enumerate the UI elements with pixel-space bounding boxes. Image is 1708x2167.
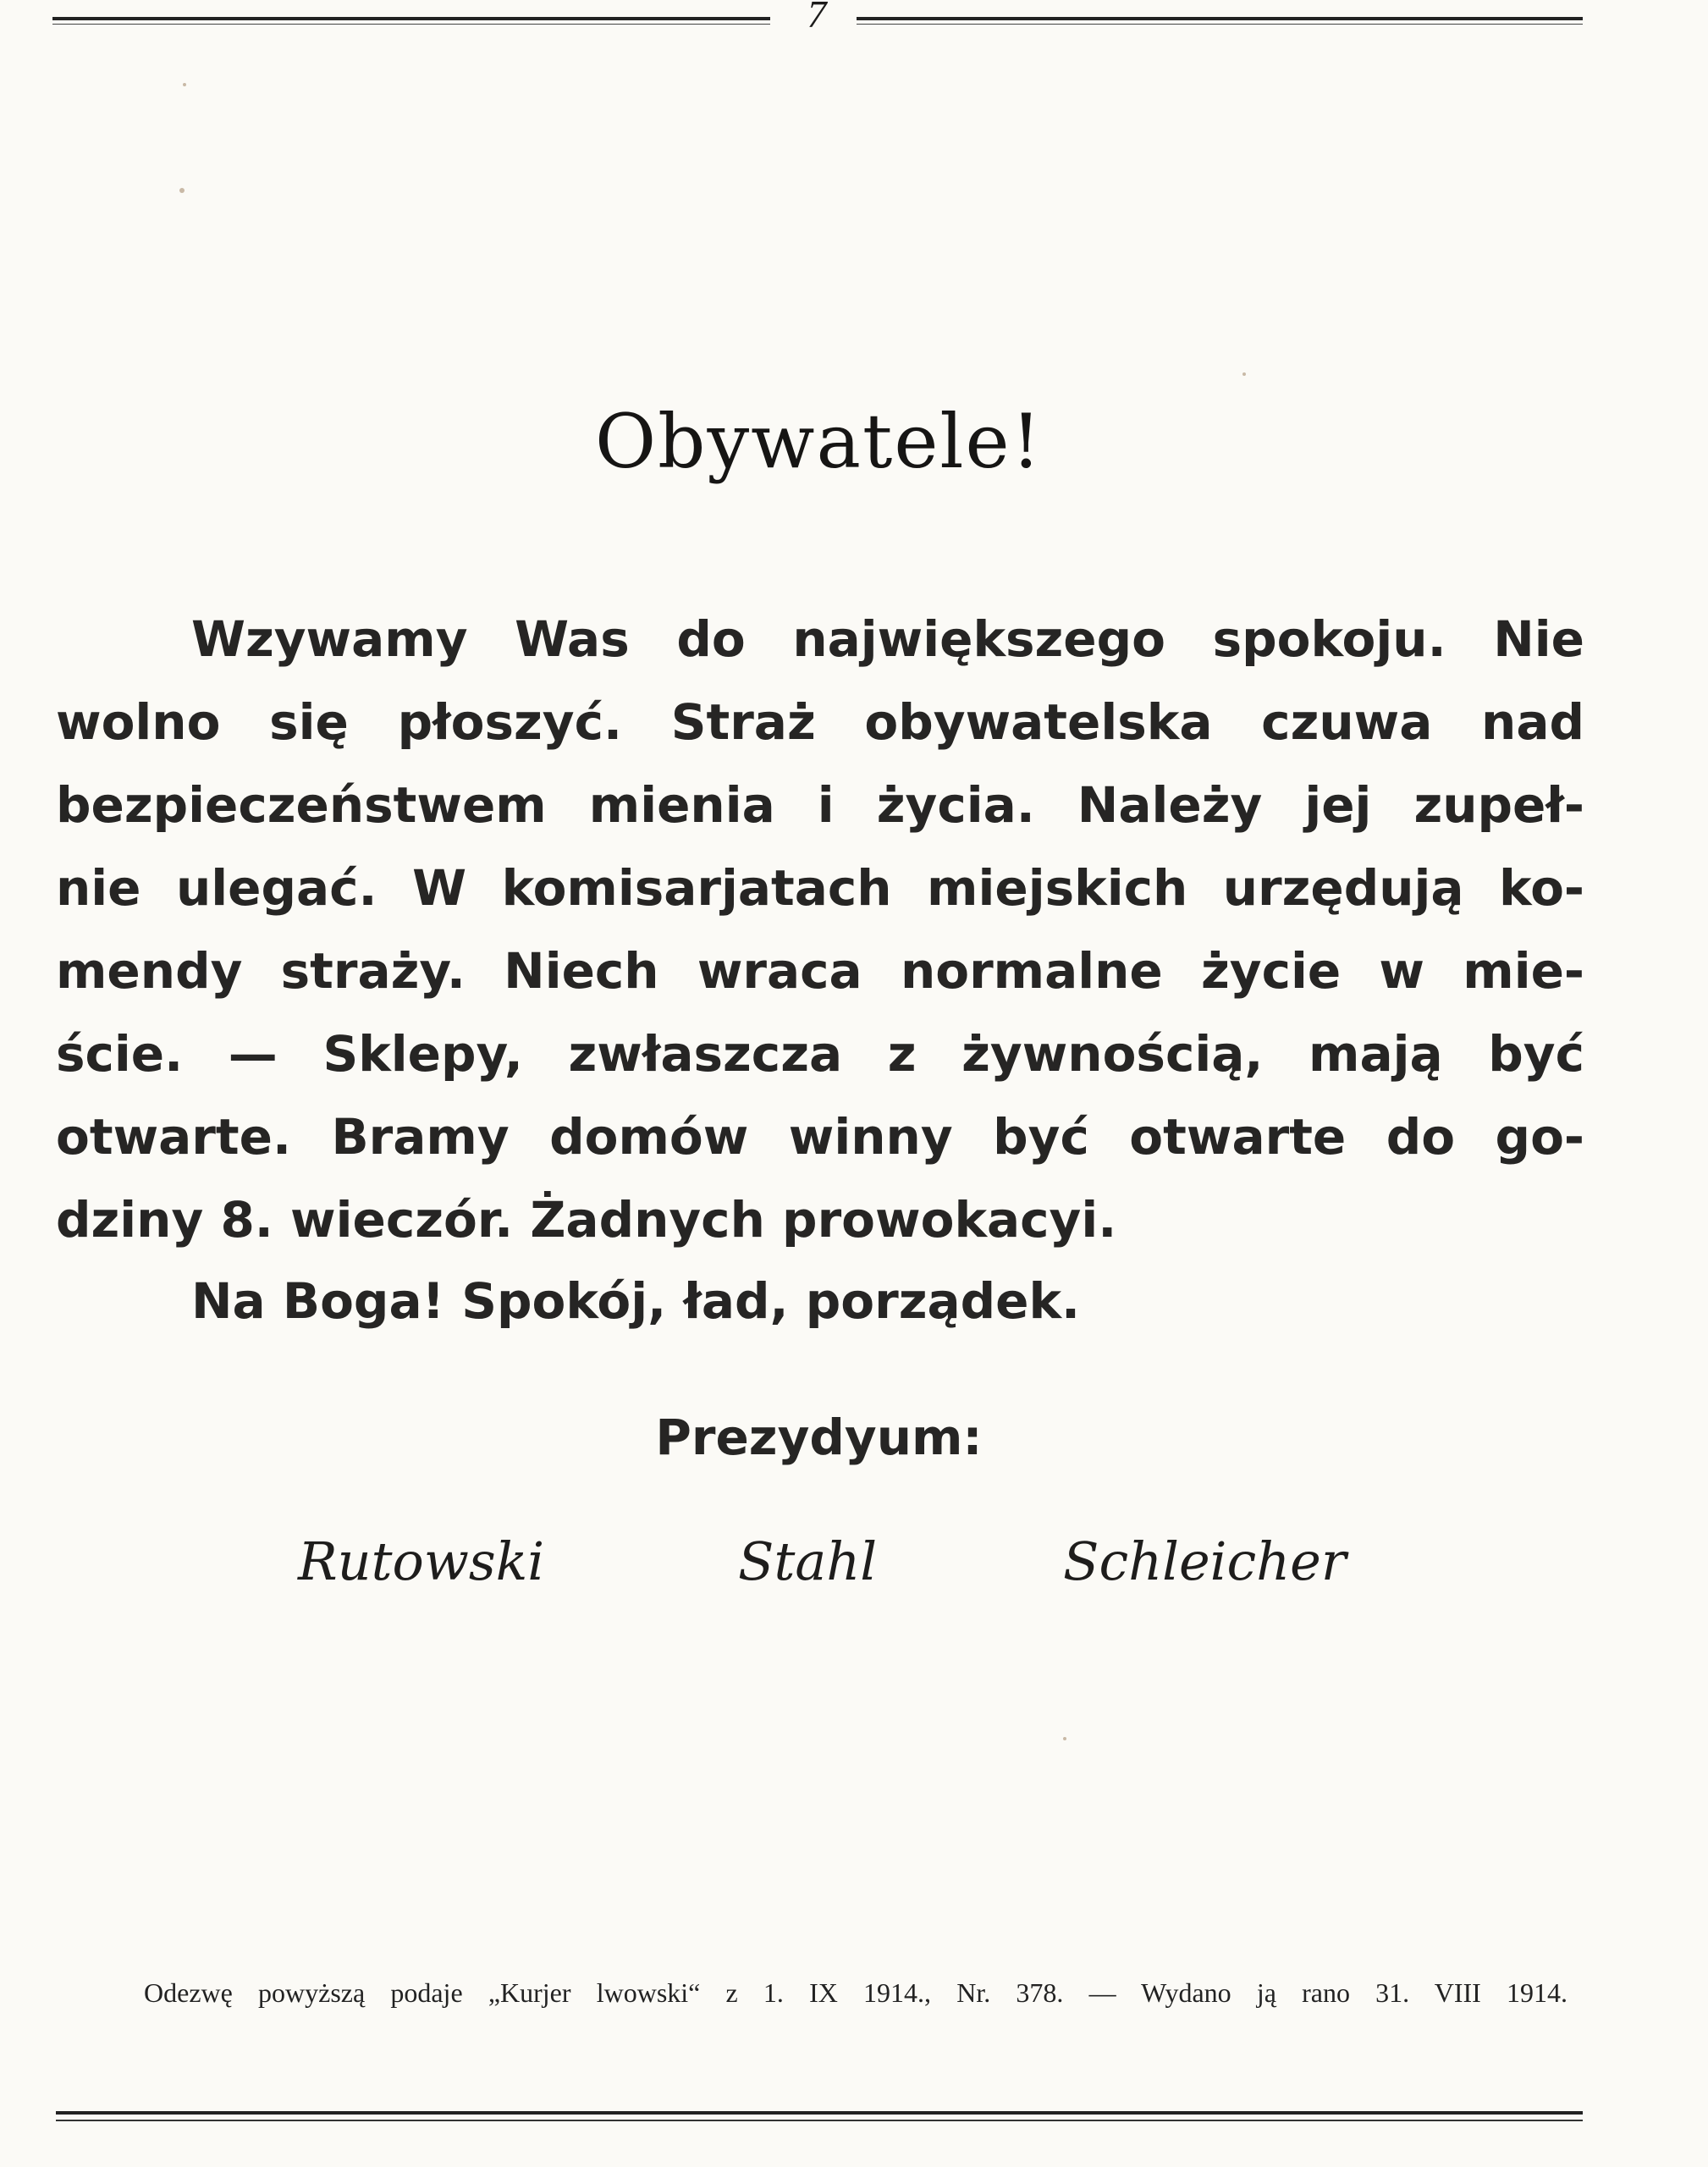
page-number: 7	[807, 0, 827, 36]
body-line: wolno się płoszyć. Straż obywatelska czuwa nad	[56, 693, 1584, 751]
signature-schleicher: Schleicher	[1063, 1530, 1347, 1592]
body-line: dziny 8. wieczór. Żadnych prowokacyi.	[56, 1191, 1117, 1249]
body-line: otwarte. Bramy domów winny być otwarte do go-	[56, 1108, 1584, 1166]
paper-speck	[183, 83, 186, 86]
paper-speck	[179, 188, 185, 193]
top-rule-right	[857, 17, 1583, 20]
footnote: Odezwę powyższą podaje „Kurjer lwowski“ z 1. IX 1914., Nr. 378. — Wydano ją rano 31. VIII 1914.	[144, 1977, 1568, 2008]
body-line: nie ulegać. W komisarjatach miejskich urzędują ko-	[56, 859, 1584, 917]
signature-rutowski: Rutowski	[298, 1530, 545, 1592]
page-title: Obywatele!	[594, 398, 1043, 485]
body-line: Wzywamy Was do największego spokoju. Nie	[191, 610, 1584, 668]
top-rule-left	[52, 17, 770, 20]
signature-stahl: Stahl	[738, 1530, 878, 1592]
closing-line: Na Boga! Spokój, ład, porządek.	[191, 1272, 1081, 1330]
proclamation-body	[56, 598, 1584, 1261]
paper-speck	[1242, 372, 1246, 376]
body-line: bezpieczeństwem mienia i życia. Należy jej zupeł-	[56, 776, 1584, 834]
presidium-label: Prezydyum:	[655, 1409, 983, 1466]
body-line: mendy straży. Niech wraca normalne życie w mie-	[56, 942, 1584, 1000]
paper-speck	[1063, 1737, 1066, 1740]
body-line: ście. — Sklepy, zwłaszcza z żywnością, mają być	[56, 1025, 1584, 1083]
bottom-rule	[56, 2111, 1583, 2115]
